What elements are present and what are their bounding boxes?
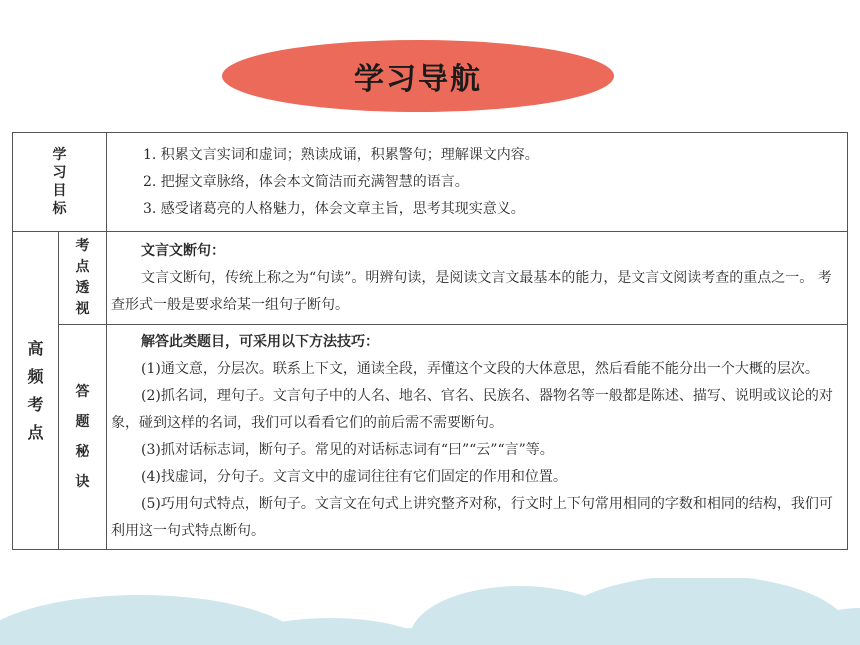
- focus-label-char: 频: [27, 366, 44, 386]
- tip-item: (1)通文意，分层次。联系上下文，通读全段，弄懂这个文段的大体意思，然后看能不能分出一个大概的层次。: [141, 361, 819, 377]
- goals-label-char: 习: [52, 165, 67, 181]
- analysis-heading: 文言文断句：: [141, 242, 225, 259]
- analysis-row: [13, 232, 848, 325]
- study-guide-table: [12, 132, 848, 550]
- tips-label-char: 题: [75, 414, 90, 430]
- title-banner: [222, 40, 614, 112]
- tip-item: (4)找虚词，分句子。文言文中的虚词往往有它们固定的作用和位置。: [141, 469, 567, 485]
- goals-content: [107, 133, 848, 232]
- focus-label-char: 点: [27, 422, 44, 442]
- focus-label-char: 考: [27, 394, 44, 414]
- goals-label-char: 学: [52, 147, 67, 163]
- analysis-text: 文言文断句，传统上称之为“句读”。明辨句读，是阅读文言文最基本的能力，是文言文阅读考查的重点之一。 考查形式一般是要求给某一组句子断句。: [111, 269, 832, 313]
- tips-label-char: 秘: [75, 444, 90, 460]
- analysis-content: [107, 232, 848, 325]
- tips-heading: 解答此类题目，可采用以下方法技巧：: [141, 334, 379, 350]
- tip-item: (5)巧用句式特点，断句子。文言文在句式上讲究整齐对称，行文时上下句常用相同的字数和相同的结构，我们可利用这一句式特点断句。: [111, 496, 833, 539]
- focus-label-char: 高: [27, 338, 44, 358]
- goals-label: [13, 133, 107, 232]
- cloud-decoration: [0, 578, 860, 645]
- tips-label-char: 答: [75, 384, 90, 400]
- goals-label-char: 目: [52, 183, 67, 199]
- goals-label-char: 标: [52, 201, 67, 217]
- analysis-label-char: 点: [75, 259, 90, 275]
- tips-content: [107, 325, 848, 550]
- tip-item: (3)抓对话标志词，断句子。常见的对话标志词有“曰”“云”“言”等。: [141, 442, 554, 458]
- tips-label: [59, 325, 107, 550]
- tips-label-char: 诀: [75, 474, 90, 490]
- analysis-label: [59, 232, 107, 325]
- goal-item: 2. 把握文章脉络，体会本文简洁而充满智慧的语言。: [143, 173, 469, 190]
- page-title: 学习导航: [354, 62, 482, 97]
- goal-item: 1. 积累文言实词和虚词；熟读成诵，积累警句；理解课文内容。: [143, 146, 539, 163]
- analysis-label-char: 透: [75, 280, 90, 296]
- tip-item: (2)抓名词，理句子。文言句子中的人名、地名、官名、民族名、器物名等一般都是陈述、描写、说明或议论的对象，碰到这样的名词，我们可以看看它们的前后需不需要断句。: [111, 388, 833, 431]
- goal-item: 3. 感受诸葛亮的人格魅力，体会文章主旨，思考其现实意义。: [143, 200, 525, 217]
- focus-label: [13, 232, 59, 550]
- cloud-shapes: [0, 578, 860, 645]
- analysis-label-char: 考: [75, 238, 90, 254]
- analysis-label-char: 视: [75, 301, 90, 317]
- goals-row: [13, 133, 848, 232]
- tips-row: [13, 325, 848, 550]
